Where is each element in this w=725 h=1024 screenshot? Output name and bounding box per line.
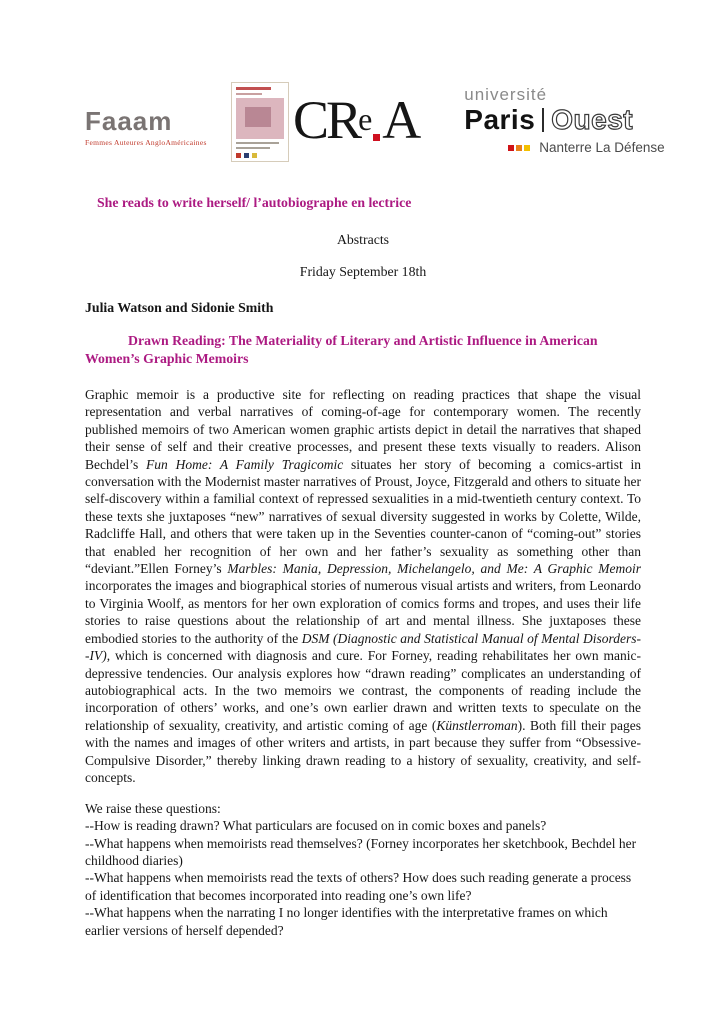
body-text-segment: Künstlerroman [436, 717, 518, 733]
body-text-segment: ). Both fill their pages with the names and images of other writers and artists, in part because they suffer from “Obsessive-Compulsive Disorder,” thereby linking drawn reading to a history of sexuality, creativity, and self-concepts. [85, 717, 642, 785]
document-title: She reads to write herself/ l’autobiographe en lectrice [97, 195, 412, 210]
crea-letter: R [326, 90, 360, 150]
poster-text-line [236, 93, 262, 95]
paris-ouest-logo [464, 86, 664, 155]
body-text-segment: , which is concerned with diagnosis and cure. For Forney, reading rehabilitates her own manic-depressive tendencies. Our analysis explores how “drawn reading” complicates an understanding of autobiographical acts. In the two memoirs we contrast, the components of reading include the incorporation of others’ works, and one’s own earlier drawn and written texts to speculate on the relationship of sexuality, creativity, and artistic coming of age ( [85, 648, 641, 733]
abstract-heading: Drawn Reading: The Materiality of Literary and Artistic Influence in American Women’s Graphic Memoirs [85, 333, 598, 366]
faaam-logo [85, 108, 205, 147]
paris-ouest-nanterre: Nanterre La Défense [539, 140, 665, 155]
question-item: --What happens when memoirists read the texts of others? How does such reading generate a process of identification that becomes incorporated into reading one’s own life? [85, 870, 632, 903]
crea-red-square [373, 134, 380, 141]
paris-ouest-wordmark [464, 106, 664, 134]
paris-ouest-bottom [464, 140, 664, 155]
question-item: --What happens when memoirists read themselves? (Forney incorporates her sketchbook, Bechdel her childhood diaries) [85, 835, 637, 869]
body-text-segment: situates her story of becoming a comics-artist in conversation with the Modernist master narratives of Proust, Joyce, Fitzgerald and others to situate her self-discovery within a familial context of repressed sexualities in a mid-twentieth century context. To these texts she juxtaposes “new” narratives of sexual diversity suggested in works by Colette, Wilde, Radcliffe Hall, and others that were taken up in the Seventies counter-canon of “coming-out” stories that enabled her recognition of her own and her father’s sexuality as something other than “deviant.”Ellen Forney’s [85, 456, 641, 577]
abstract-body [85, 386, 641, 786]
abstracts-label: Abstracts [336, 231, 390, 247]
date-line: Friday September 18th [299, 264, 427, 279]
question-item: --What happens when the narrating I no longer identifies with the interpretative frames on which earlier versions of herself depended? [85, 905, 608, 938]
poster-partner-logos [236, 153, 284, 158]
questions-intro: We raise these questions: [85, 800, 221, 816]
crea-poster-thumbnail [231, 82, 289, 162]
crea-letter: e [358, 100, 373, 137]
logo-row [85, 82, 665, 172]
body-text-segment: Marbles: Mania, Depression, Michelangelo, and Me: A Graphic Memoir [227, 561, 641, 577]
faaam-tagline: Femmes Auteures AngloAméricaines [85, 138, 207, 147]
ouest-word: Ouest [551, 104, 634, 135]
poster-image-detail [245, 107, 271, 127]
paris-ouest-universite: université [464, 85, 548, 104]
crea-letter: A [382, 90, 419, 150]
paris-ouest-color-squares [508, 145, 530, 151]
paris-ouest-divider [542, 108, 544, 132]
poster-text-line [236, 142, 279, 144]
body-text-segment: Fun Home: A Family Tragicomic [146, 456, 344, 472]
body-text-segment: DSM (Diagnostic and Statistical Manual of Mental Disorders--IV) [85, 630, 641, 664]
authors-line: Julia Watson and Sidonie Smith [85, 299, 274, 315]
crea-logo [293, 90, 419, 150]
faaam-wordmark: Faaam [85, 106, 173, 136]
poster-text-line [236, 87, 271, 90]
body-text-segment: incorporates the images and biographical stories of numerous visual artists and writers, from Leonardo to Virginia Woolf, as mentors for her own exploration of comics forms and tropes, and uses their life stories to raise questions about the relationship of art and mental illness. She juxtaposes these embodied stories to the authority of the [85, 578, 641, 646]
crea-letter: C [293, 90, 327, 150]
paris-word: Paris [464, 104, 536, 135]
poster-image-area [236, 98, 284, 139]
body-text-segment: Graphic memoir is a productive site for reflecting on reading practices that shape the visual representation and verbal narratives of coming-of-age for contemporary women. The recently published memoirs of two American women graphic artists depict in detail the narratives that shaped their sense of self and their creative processes, and present these texts visually to readers. Alison Bechdel’s [85, 387, 641, 472]
poster-text-line [236, 147, 270, 149]
question-item: --How is reading drawn? What particulars are focused on in comic boxes and panels? [85, 818, 547, 834]
